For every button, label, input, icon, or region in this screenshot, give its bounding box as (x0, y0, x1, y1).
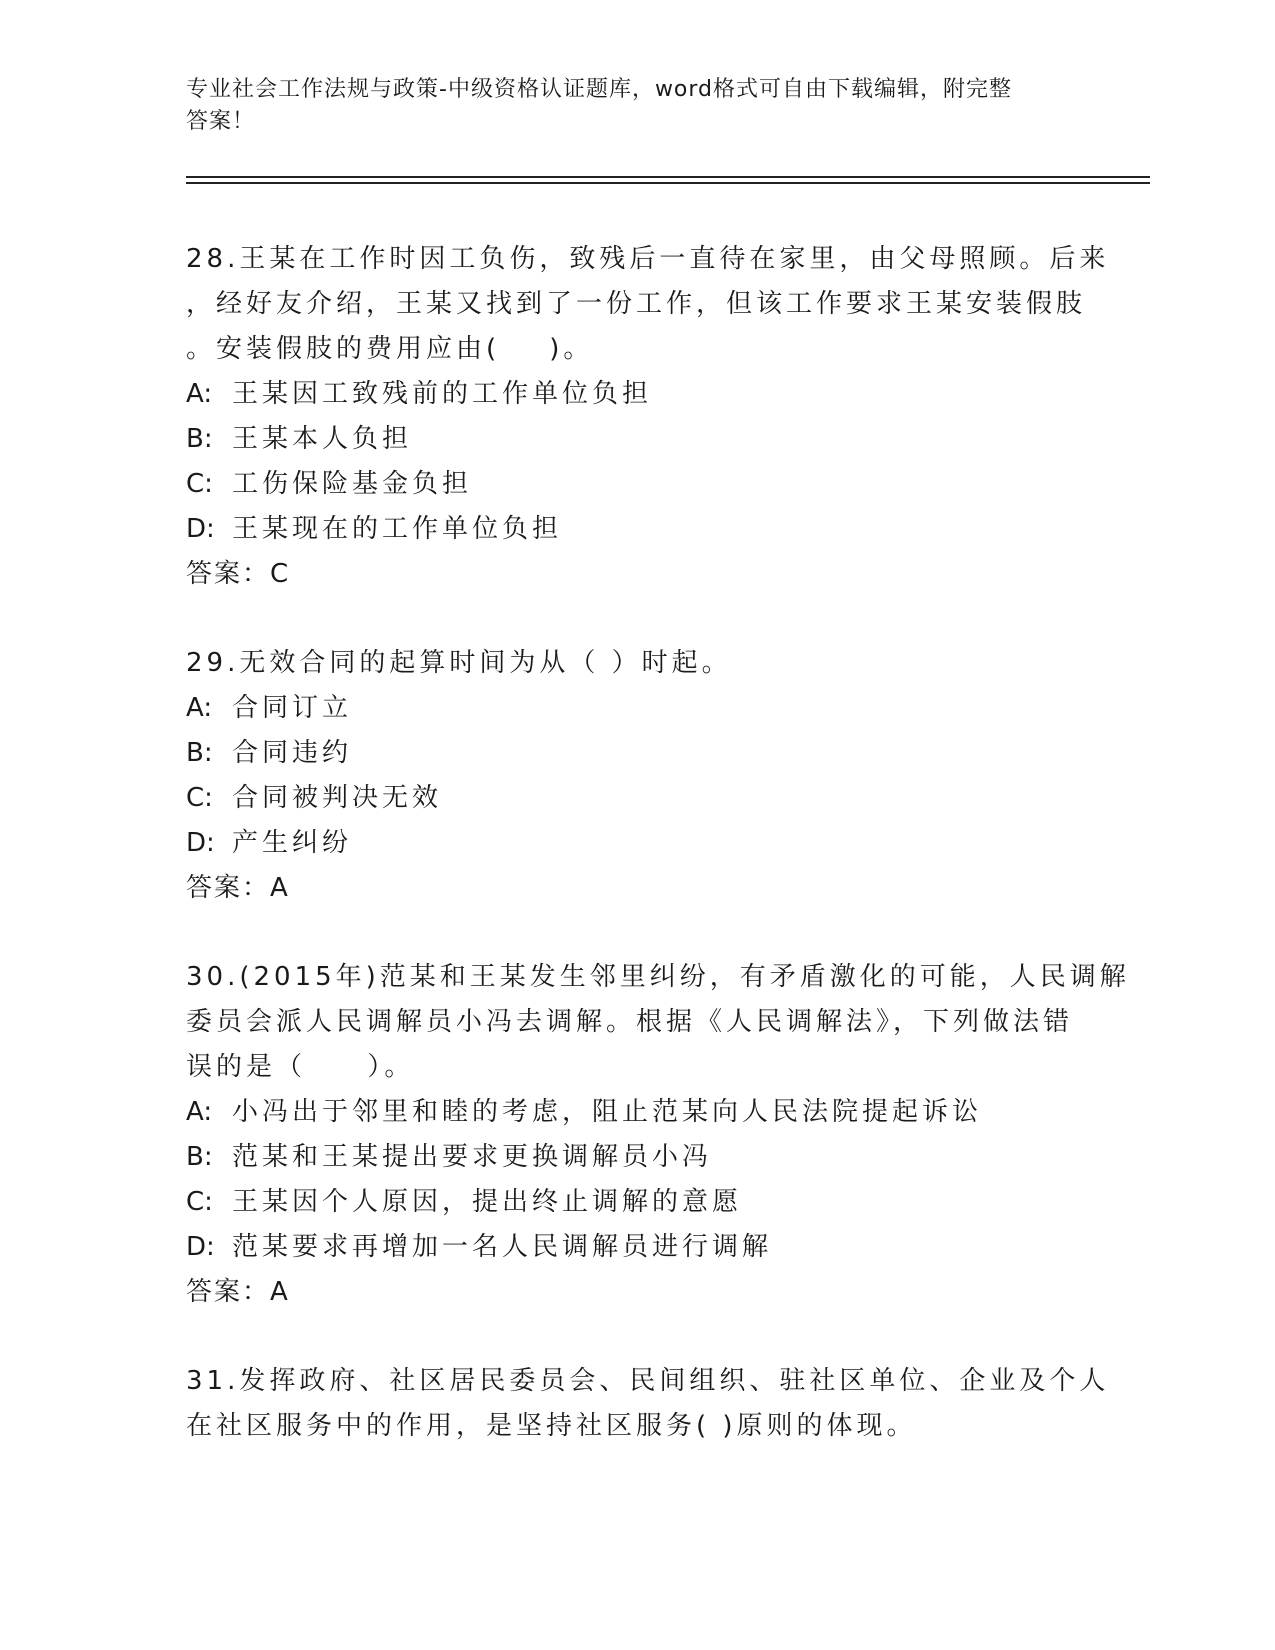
option-text: 小冯出于邻里和睦的考虑，阻止范某向人民法院提起诉讼 (232, 1097, 983, 1127)
option-text: 产生纠纷 (232, 828, 353, 858)
option-c (186, 776, 1086, 821)
question-30 (186, 955, 1130, 1315)
option-b (186, 731, 1086, 776)
option-text: 王某因个人原因，提出终止调解的意愿 (232, 1187, 743, 1217)
answer-line: 答案：A (186, 1277, 290, 1307)
option-a (186, 686, 1086, 731)
question-stem (186, 237, 1110, 372)
option-letter: A: (186, 693, 213, 723)
option-letter: C: (186, 469, 213, 499)
option-letter: B: (186, 424, 213, 454)
option-text: 合同违约 (232, 738, 353, 768)
option-a (186, 372, 1086, 417)
header-line-1: 专业社会工作法规与政策-中级资格认证题库，word格式可自由下载编辑，附完整 (186, 77, 1013, 102)
option-text: 合同订立 (232, 693, 353, 723)
option-letter: A: (186, 1097, 213, 1127)
question-28 (186, 237, 1110, 597)
option-text: 工伤保险基金负担 (232, 469, 473, 499)
option-a (186, 1090, 1086, 1135)
question-stem-line: 28.王某在工作时因工负伤，致残后一直待在家里，由父母照顾。后来 (186, 244, 1110, 274)
option-text: 王某现在的工作单位负担 (232, 514, 563, 544)
option-letter: B: (186, 1142, 213, 1172)
option-letter: D: (186, 828, 215, 858)
option-d (186, 507, 1086, 552)
answer-line: 答案：A (186, 873, 290, 903)
question-31 (186, 1359, 1110, 1449)
question-stem-line: 误的是（ ）。 (186, 1052, 415, 1082)
question-stem (186, 955, 1130, 1090)
question-stem-line: 31.发挥政府、社区居民委员会、民间组织、驻社区单位、企业及个人 (186, 1366, 1110, 1396)
question-stem (186, 1359, 1110, 1449)
question-stem-line: 30.(2015年)范某和王某发生邻里纠纷，有矛盾激化的可能，人民调解 (186, 962, 1130, 992)
option-text: 范某要求再增加一名人民调解员进行调解 (232, 1232, 773, 1262)
question-stem-line: 在社区服务中的作用，是坚持社区服务( )原则的体现。 (186, 1411, 917, 1441)
option-text: 范某和王某提出要求更换调解员小冯 (232, 1142, 713, 1172)
option-c (186, 1180, 1086, 1225)
question-stem-line: 29.无效合同的起算时间为从（ ）时起。 (186, 648, 732, 678)
header-divider-top (186, 176, 1150, 178)
option-letter: D: (186, 1232, 215, 1262)
page-header (186, 74, 1086, 138)
question-list (186, 237, 1130, 1493)
option-letter: C: (186, 783, 213, 813)
option-b (186, 417, 1086, 462)
option-c (186, 462, 1086, 507)
option-letter: A: (186, 379, 213, 409)
option-text: 王某本人负担 (232, 424, 413, 454)
question-stem-line: 。安装假肢的费用应由( )。 (186, 334, 594, 364)
option-b (186, 1135, 1086, 1180)
option-text: 合同被判决无效 (232, 783, 443, 813)
question-stem (186, 641, 1086, 686)
question-stem-line: 委员会派人民调解员小冯去调解。根据《人民调解法》，下列做法错 (186, 1007, 1074, 1037)
question-29 (186, 641, 1086, 911)
option-text: 王某因工致残前的工作单位负担 (232, 379, 653, 409)
option-d (186, 1225, 1086, 1270)
question-stem-line: ，经好友介绍，王某又找到了一份工作，但该工作要求王某安装假肢 (186, 289, 1087, 319)
option-letter: C: (186, 1187, 213, 1217)
header-line-2: 答案！ (186, 109, 256, 134)
option-d (186, 821, 1086, 866)
answer-line: 答案：C (186, 559, 291, 589)
header-divider-bottom (186, 182, 1150, 184)
option-letter: D: (186, 514, 215, 544)
option-letter: B: (186, 738, 213, 768)
